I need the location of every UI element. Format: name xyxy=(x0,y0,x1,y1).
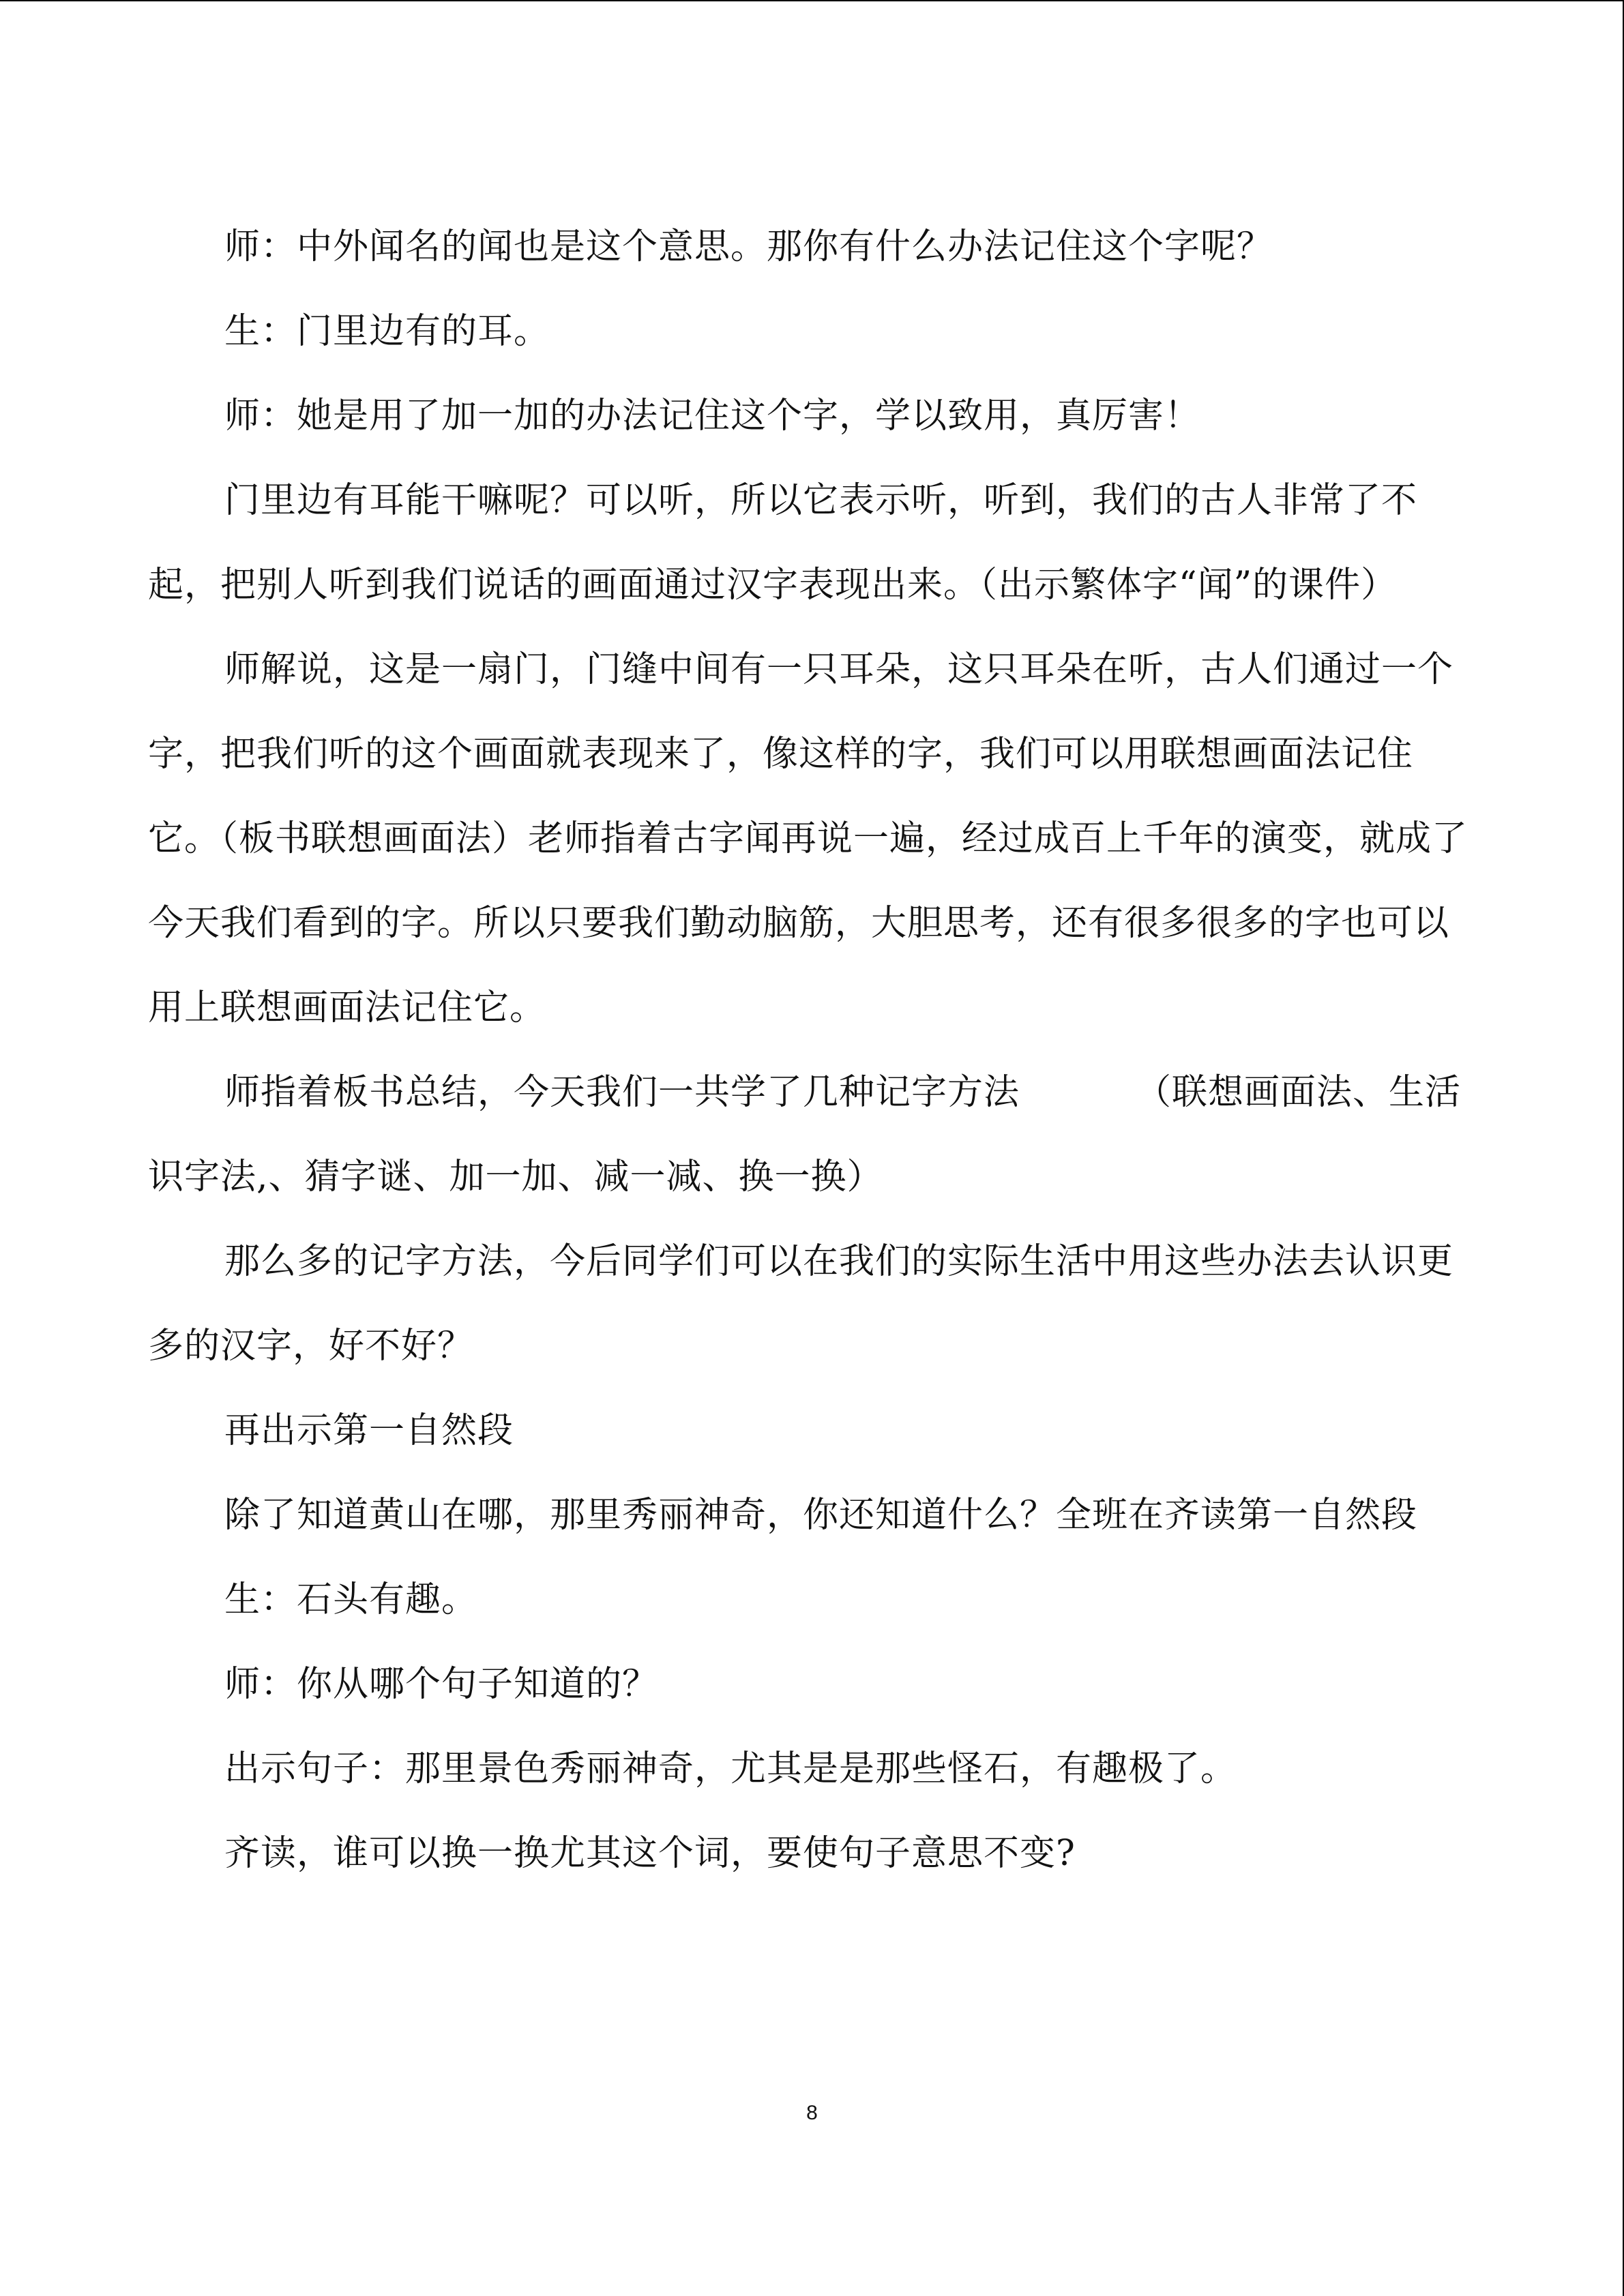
paragraph-6 xyxy=(148,1050,1478,1219)
paragraph-9: 除了知道黄山在哪，那里秀丽神奇，你还知道什么？全班在齐读第一自然段 xyxy=(224,1495,1418,1536)
paragraph-3: 师：她是用了加一加的办法记住这个字，学以致用，真厉害！ xyxy=(224,396,1201,436)
paragraph-12: 出示句子：那里景色秀丽神奇，尤其是是那些怪石，有趣极了。 xyxy=(224,1748,1237,1789)
paragraph-2: 生：门里边有的耳。 xyxy=(224,311,550,352)
document-body xyxy=(148,205,1478,1896)
paragraph-13: 齐读，谁可以换一换尤其这个词，要使句子意思不变? xyxy=(224,1833,1076,1874)
paragraph-4: 门里边有耳能干嘛呢？可以听，所以它表示听，听到，我们的古人非常了不起，把别人听到我们说话的画面通过汉字表现出来。（出示繁体字“闻”的课件） xyxy=(148,480,1418,606)
paragraph-5: 师解说，这是一扇门，门缝中间有一只耳朵，这只耳朵在听，古人们通过一个字，把我们听的这个画面就表现来了，像这样的字，我们可以用联想画面法记住它。（板书联想画面法）老师指着古字闻再说一遍，经过成百上千年的演变，就成了今天我们看到的字。所以只要我们勤动脑筋，大胆思考，还有很多很多的字也可以用上联想画面法记住它。 xyxy=(148,649,1468,1028)
paragraph-6-text-after: （联想画面法、生活识字法,、猜字谜、加一加、减一减、换一换） xyxy=(148,1072,1462,1197)
paragraph-7: 那么多的记字方法，今后同学们可以在我们的实际生活中用这些办法去认识更多的汉字，好不好？ xyxy=(148,1241,1454,1367)
paragraph-8: 再出示第一自然段 xyxy=(224,1410,514,1451)
paragraph-6-text-before: 师指着板书总结，今天我们一共学了几种记字方法 xyxy=(224,1072,1020,1113)
page-number: 8 xyxy=(806,2102,818,2124)
paragraph-1: 师：中外闻名的闻也是这个意思。那你有什么办法记住这个字呢？ xyxy=(224,226,1273,267)
paragraph-10: 生：石头有趣。 xyxy=(224,1579,478,1620)
paragraph-11: 师：你从哪个句子知道的？ xyxy=(224,1664,659,1705)
